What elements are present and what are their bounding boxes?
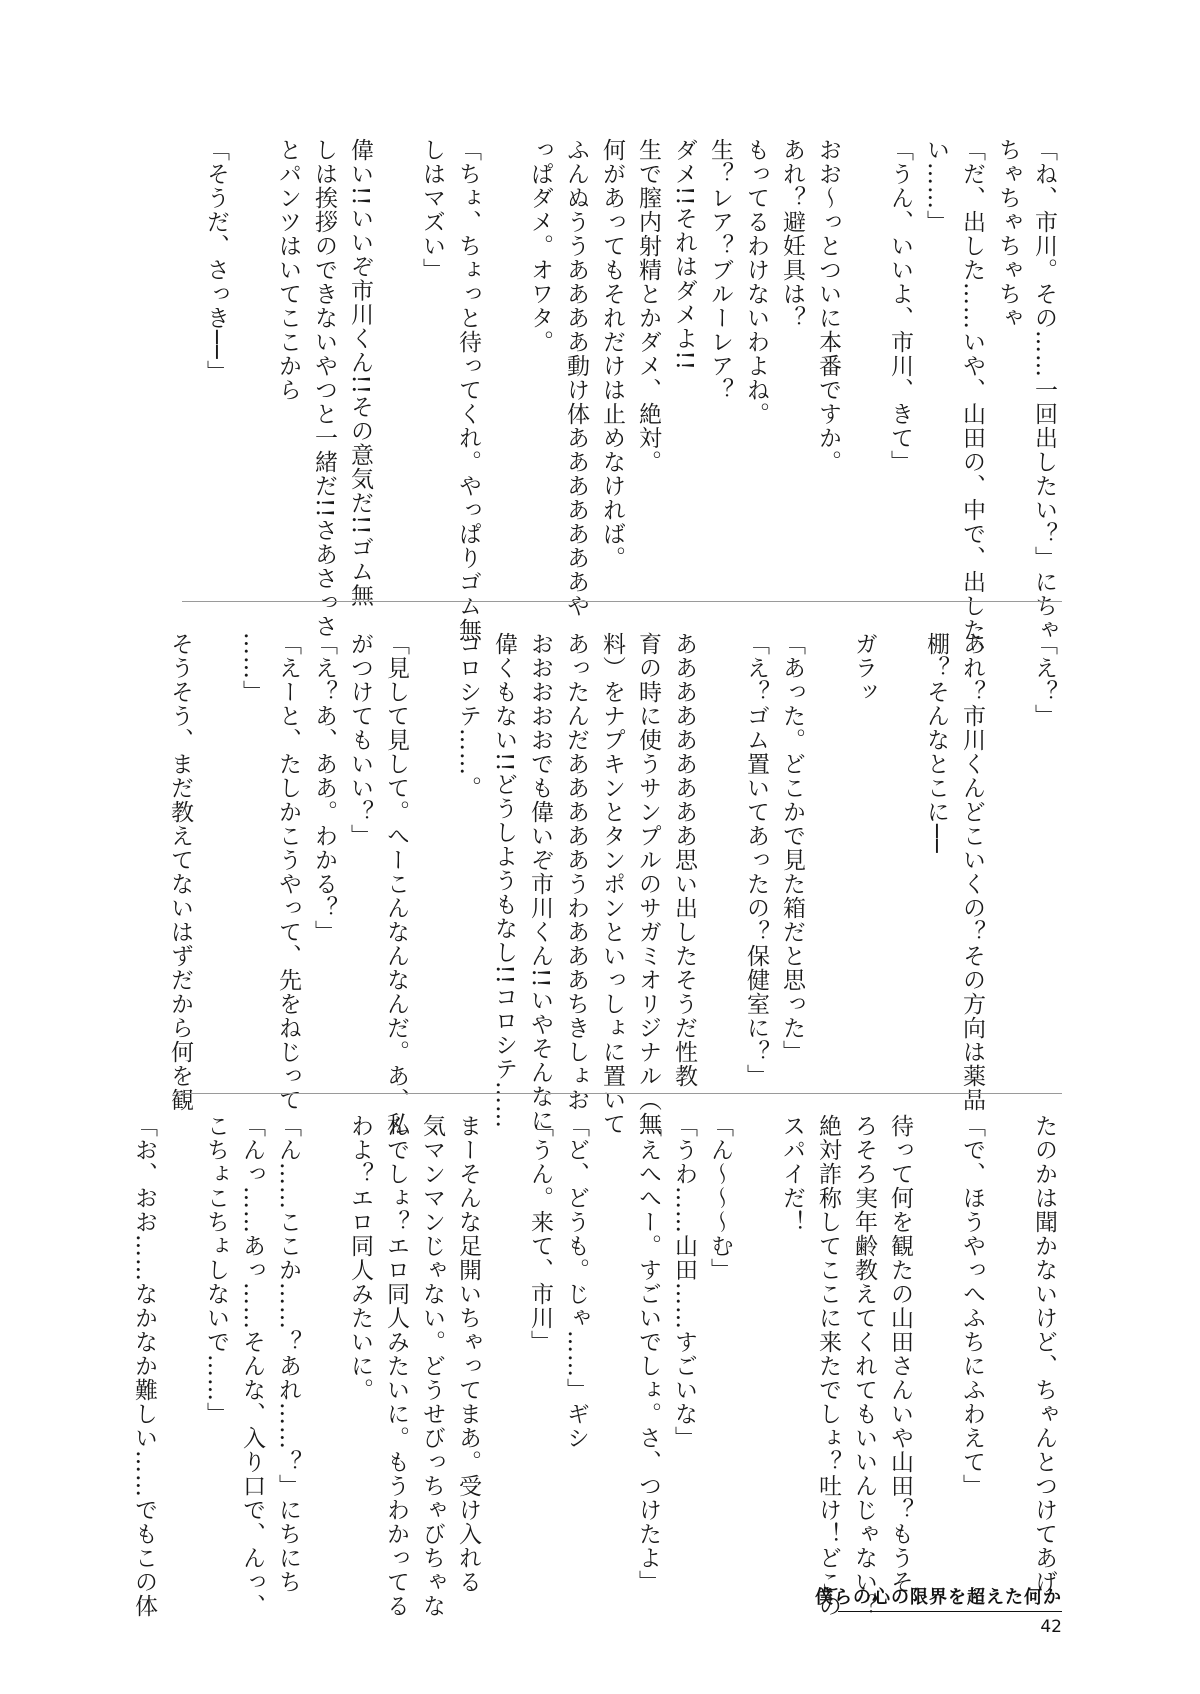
text-line: こちょこちょしないで……」 — [203, 1114, 229, 1426]
text-line: 「うわ……山田……すごいな」 — [671, 1114, 697, 1450]
text-line: 「ん〜〜〜む」 — [707, 1114, 733, 1282]
text-line: ふんぬううああああ動け体あああああああや — [563, 138, 589, 618]
text-line — [378, 138, 414, 590]
text-line: 「えーと、たしかこうやって、先をねじって — [275, 632, 301, 1112]
text-line: 「ね、市川。その……一回出したい？」にちゃ — [1031, 138, 1057, 642]
text-line: 「うん。来て、市川」 — [527, 1114, 553, 1354]
text-line: 「え？あ、ああ。わかる？」 — [311, 632, 337, 944]
text-line: あああああああああ思い出したそうだ性教 — [671, 632, 697, 1088]
text-line — [486, 138, 522, 590]
text-line — [486, 1114, 522, 1566]
text-line: 何があってもそれだけは止めなければ。 — [599, 138, 625, 570]
text-line: 「え？ゴム置いてあったの？保健室に？」 — [743, 632, 769, 1088]
text-line: 「見して見して。へーこんなんなんだ。あ、私 — [383, 632, 409, 1136]
text-line: とパンツはいてここから — [275, 138, 301, 402]
text-tier-top — [182, 138, 1062, 666]
text-line: 生？レア？ブルーレア？ — [707, 138, 733, 402]
text-line: 育の時に使うサンプルのサガミオリジナル（無 — [635, 632, 661, 1136]
text-line — [414, 632, 450, 1084]
text-line: 棚？そんなとこに── — [923, 632, 949, 854]
text-line — [234, 138, 270, 590]
text-line: 「ど、どうも。じゃ……」ギシ — [563, 1114, 589, 1450]
text-line: あれ？避妊具は？ — [779, 138, 805, 330]
text-line: もってるわけないわよね。 — [743, 138, 769, 426]
text-line — [990, 632, 1026, 1084]
text-line: スパイだ！ — [779, 1114, 805, 1234]
text-line: 絶対詐称してここに来たでしょ？吐け！どこの — [815, 1114, 841, 1618]
text-line: っぱダメ。オワタ。 — [527, 138, 553, 354]
text-line — [306, 1114, 342, 1566]
text-line: 「ちょ、ちょっと待ってくれ。やっぱりゴム無 — [455, 138, 481, 642]
text-line: 偉くもない!!どうしようもなし!!コロシテ…… — [491, 632, 517, 1129]
text-line: 「そうだ、さっき──」 — [203, 138, 229, 384]
text-line: 「だ、出した……いや、山田の、中で、出した、 — [959, 138, 985, 666]
text-line: そうそう、まだ教えてないはずだから何を観 — [167, 632, 193, 1112]
text-line: 待って何を観たの山田さんいや山田？もうそ — [887, 1114, 913, 1594]
text-line: 「で、ほうやっへふちにふわえて」 — [959, 1114, 985, 1498]
text-line: 「うん、いいよ、市川、きて」 — [887, 138, 913, 474]
text-line — [738, 1114, 774, 1566]
text-line: い……」 — [923, 138, 949, 234]
text-line: わよ？エロ同人みたいに。 — [347, 1114, 373, 1402]
text-line: 「お、おお……なかなか難しい……でもこの体 — [131, 1114, 157, 1618]
text-line: ろそろ実年齢教えてくれてもいいんじゃない？ — [851, 1114, 877, 1618]
text-line: ガラッ — [851, 632, 877, 704]
text-line: ……」 — [239, 632, 265, 704]
text-line: 気マンマンじゃない。どうせびっちゃびちゃな — [419, 1114, 445, 1618]
text-line — [702, 632, 738, 1084]
text-line — [918, 1114, 954, 1566]
text-line: 生で膣内射精とかダメ、絶対。 — [635, 138, 661, 474]
text-line: おおおおおでも偉いぞ市川くん!!いやそんなに — [527, 632, 553, 1133]
text-line: 「ん……ここか……？あれ……？」にちにち — [275, 1114, 301, 1594]
text-line: 「えへへー。すごいでしょ。さ、つけたよ」 — [635, 1114, 661, 1594]
text-line: おお〜っとついに本番ですか。 — [815, 138, 841, 474]
text-line — [810, 632, 846, 1084]
text-line — [198, 632, 234, 1084]
text-line: しはマズい」 — [419, 138, 445, 282]
text-tier-middle — [167, 632, 1062, 1136]
text-line: 「え？」 — [1031, 632, 1057, 728]
page-number: 42 — [1040, 1617, 1062, 1637]
text-line: コロシテ……。 — [455, 632, 481, 800]
footer-rule — [838, 1611, 1062, 1612]
text-line: あったんだあああああうわあああちきしょお — [563, 632, 589, 1112]
text-line: 「んっ……あっ……そんな、入り口で、んっ、 — [239, 1114, 265, 1618]
text-line: あれ？市川くんどこいくの？その方向は薬品 — [959, 632, 985, 1112]
running-title: 僕らの心の限界を超えた何か — [815, 1587, 1062, 1608]
text-line: たのかは聞かないけど、ちゃんとつけてあげ — [1031, 1114, 1057, 1594]
text-line: 偉い!!いいぞ市川くん!!その意気だ!!ゴム無 — [347, 138, 373, 608]
text-line: ダメ!!それはダメよ!! — [671, 138, 697, 371]
text-line: しは挨拶のできないやつと一緒だ!!さあさっさ — [311, 138, 337, 639]
text-line — [882, 632, 918, 1084]
text-line — [846, 138, 882, 590]
text-line: ちゃちゃちゃちゃ — [995, 138, 1021, 330]
text-line — [162, 1114, 198, 1566]
text-line: 料）をナプキンとタンポンといっしょに置いて — [599, 632, 625, 1136]
text-line — [990, 1114, 1026, 1566]
text-line: がつけてもいい？」 — [347, 632, 373, 848]
text-line: まーそんな足開いちゃってまあ。受け入れる — [455, 1114, 481, 1594]
tier-divider — [182, 601, 1062, 602]
text-line: んでしょ？エロ同人みたいに。もうわかってる — [383, 1114, 409, 1618]
text-line: 「あった。どこかで見た箱だと思った」 — [779, 632, 805, 1064]
tier-divider — [182, 1093, 1062, 1094]
text-line — [594, 1114, 630, 1566]
